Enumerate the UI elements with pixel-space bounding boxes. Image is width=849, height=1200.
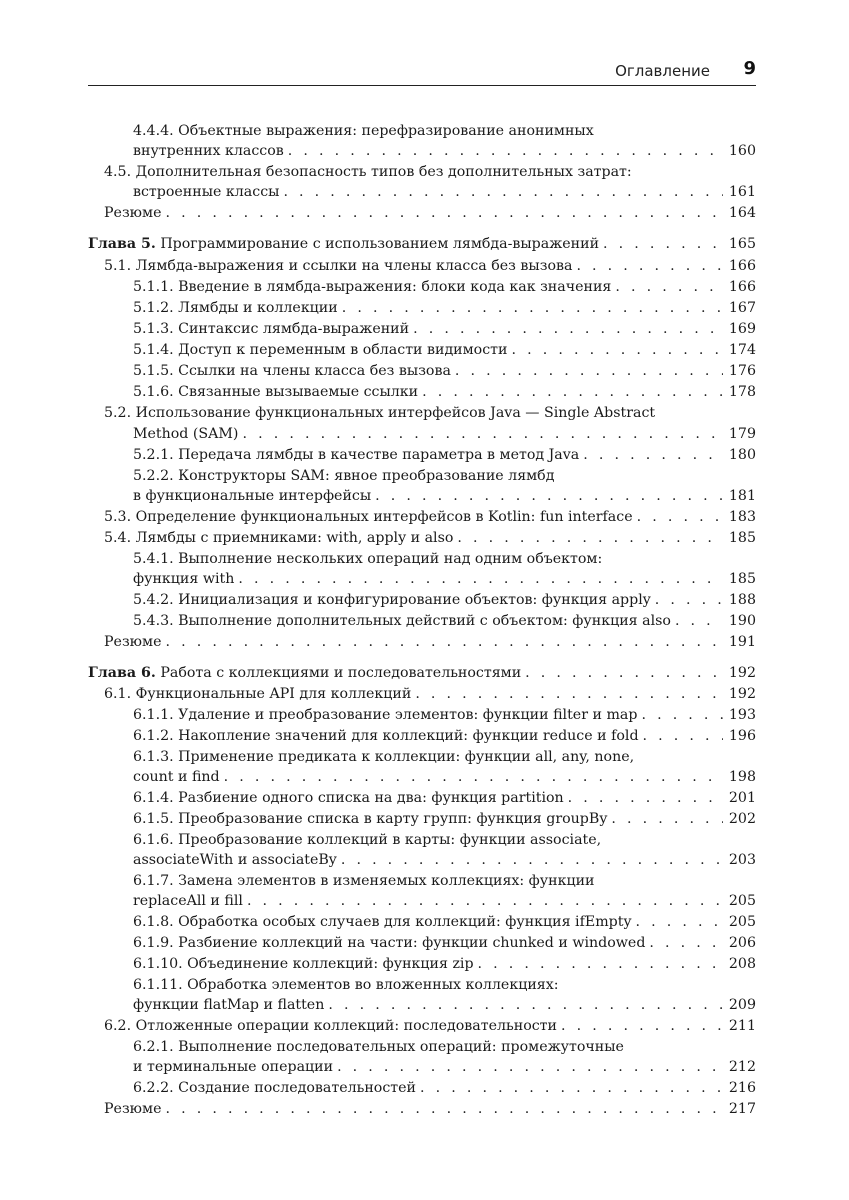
toc-page-number: 193	[728, 707, 756, 724]
toc-entry: 6.1. Функциональные API для коллекций . . . 192	[104, 684, 756, 705]
toc-entry: функции flatMap и flatten . . . 209	[133, 995, 756, 1016]
toc-page-number: 188	[728, 592, 756, 609]
toc-entry: 5.1.4. Доступ к переменным в области видимости . . . 174	[133, 340, 756, 361]
toc-page-number: 166	[728, 279, 756, 296]
toc-line: 6.2.1. Выполнение последовательных операций: промежуточные	[133, 1039, 624, 1055]
toc-entry: 6.1.8. Обработка особых случаев для коллекций: функция ifEmpty . . . 205	[133, 912, 756, 933]
toc-entry: 6.1.1. Удаление и преобразование элементов: функции filter и map . . . 193	[133, 705, 756, 726]
toc-entry: 6.1.10. Объединение коллекций: функция zip . . . 208	[133, 954, 756, 975]
toc-page-number: 209	[728, 997, 756, 1014]
toc-page-number: 183	[728, 509, 756, 526]
toc-page-number: 212	[728, 1059, 756, 1076]
toc-page-number: 201	[728, 790, 756, 807]
toc-line: 6.1.11. Обработка элементов во вложенных коллекциях:	[133, 977, 559, 993]
toc-entry: Резюме . . . 217	[104, 1099, 756, 1120]
toc-line: 6.1.3. Применение предиката к коллекции: функции all, any, none,	[133, 749, 635, 765]
toc-page-number: 216	[728, 1080, 756, 1097]
page-number: 9	[743, 58, 756, 79]
toc-entry: replaceAll и fill . . . 205	[133, 891, 756, 912]
chapter-label: Глава 5.	[88, 236, 156, 253]
toc-entry: count и find . . . 198	[133, 767, 756, 788]
toc-entry: 6.2.2. Создание последовательностей . . . 216	[133, 1078, 756, 1099]
toc-page-number: 205	[728, 893, 756, 910]
toc-page-number: 205	[728, 914, 756, 931]
toc-entry: встроенные классы . . . 161	[133, 182, 756, 203]
toc-line: 5.4.1. Выполнение нескольких операций над одним объектом:	[133, 551, 603, 567]
toc-page-number: 203	[728, 852, 756, 869]
toc-page-number: 161	[728, 184, 756, 201]
toc-entry: функция with . . . 185	[133, 569, 756, 590]
toc-page-number: 181	[728, 488, 756, 505]
toc-page-number: 206	[728, 935, 756, 952]
toc-entry: 5.1. Лямбда-выражения и ссылки на члены класса без вызова . . . 166	[104, 256, 756, 277]
toc-page-number: 174	[728, 342, 756, 359]
toc-entry: 5.4.3. Выполнение дополнительных действий с объектом: функция also . . . 190	[133, 611, 756, 632]
toc-entry: 5.3. Определение функциональных интерфейсов в Kotlin: fun interface . . . 183	[104, 507, 756, 528]
toc-entry: внутренних классов . . . 160	[133, 141, 756, 162]
toc-page-number: 191	[728, 634, 756, 651]
toc-entry: 6.1.9. Разбиение коллекций на части: функции chunked и windowed . . . 206	[133, 933, 756, 954]
toc-page-number: 202	[728, 811, 756, 828]
toc-page-number: 192	[728, 686, 756, 703]
toc-page-number: 169	[728, 321, 756, 338]
toc-line: 4.4.4. Объектные выражения: перефразирование анонимных	[133, 123, 594, 139]
toc-page-number: 164	[728, 205, 756, 222]
toc-entry: 5.1.3. Синтаксис лямбда-выражений . . . 169	[133, 319, 756, 340]
toc-page-number: 192	[728, 665, 756, 682]
toc-page-number: 165	[728, 236, 756, 253]
toc-page-number: 176	[728, 363, 756, 380]
toc-page-number: 166	[728, 258, 756, 275]
toc-page-number: 185	[728, 530, 756, 547]
toc-entry: Method (SAM) . . . 179	[133, 424, 756, 445]
toc-page-number: 180	[728, 447, 756, 464]
toc-page-number: 178	[728, 384, 756, 401]
toc-entry: 6.2. Отложенные операции коллекций: последовательности . . . 211	[104, 1016, 756, 1037]
toc-page-number: 217	[728, 1101, 756, 1118]
toc-page-number: 167	[728, 300, 756, 317]
header-title: Оглавление	[615, 62, 710, 80]
chapter-label: Глава 6.	[88, 665, 156, 682]
toc-entry: Резюме . . . 191	[104, 632, 756, 653]
toc-line: 6.1.6. Преобразование коллекций в карты: функции associate,	[133, 832, 602, 848]
toc-entry: 5.2.1. Передача лямбды в качестве параметра в метод Java . . . 180	[133, 445, 756, 466]
toc-entry: и терминальные операции . . . 212	[133, 1057, 756, 1078]
toc-entry: 5.4.2. Инициализация и конфигурирование объектов: функция apply . . . 188	[133, 590, 756, 611]
toc-page-number: 185	[728, 571, 756, 588]
toc-page-number: 190	[728, 613, 756, 630]
toc-entry: 6.1.2. Накопление значений для коллекций: функции reduce и fold . . . 196	[133, 726, 756, 747]
toc-entry: 5.4. Лямбды с приемниками: with, apply и also . . . 185	[104, 528, 756, 549]
toc-line: 5.2.2. Конструкторы SAM: явное преобразование лямбд	[133, 468, 555, 484]
toc-line: 5.2. Использование функциональных интерфейсов Java — Single Abstract	[104, 405, 656, 421]
toc-chapter-entry: Глава 5. Программирование с использованием лямбда-выражений . . . 165	[88, 234, 756, 255]
toc-entry: 5.1.5. Ссылки на члены класса без вызова . . . 176	[133, 361, 756, 382]
toc-page-number: 208	[728, 956, 756, 973]
toc-entry: 6.1.4. Разбиение одного списка на два: функция partition . . . 201	[133, 788, 756, 809]
toc-chapter-entry: Глава 6. Работа с коллекциями и последовательностями . . . 192	[88, 663, 756, 684]
toc-page-number: 160	[728, 143, 756, 160]
toc-entry: Резюме . . . 164	[104, 203, 756, 224]
toc-line: 6.1.7. Замена элементов в изменяемых коллекциях: функции	[133, 873, 595, 889]
toc-entry: 5.1.6. Связанные вызываемые ссылки . . . 178	[133, 382, 756, 403]
toc-entry: в функциональные интерфейсы . . . 181	[133, 486, 756, 507]
toc-page-number: 196	[728, 728, 756, 745]
toc-page-number: 198	[728, 769, 756, 786]
toc-entry: 6.1.5. Преобразование списка в карту групп: функция groupBy . . . 202	[133, 809, 756, 830]
toc-entry: associateWith и associateBy . . . 203	[133, 850, 756, 871]
toc-page-number: 211	[728, 1018, 756, 1035]
toc-entry: 5.1.1. Введение в лямбда-выражения: блоки кода как значения . . . 166	[133, 277, 756, 298]
toc-page-number: 179	[728, 426, 756, 443]
toc-entry: 5.1.2. Лямбды и коллекции . . . 167	[133, 298, 756, 319]
toc-line: 4.5. Дополнительная безопасность типов без дополнительных затрат:	[104, 164, 632, 180]
